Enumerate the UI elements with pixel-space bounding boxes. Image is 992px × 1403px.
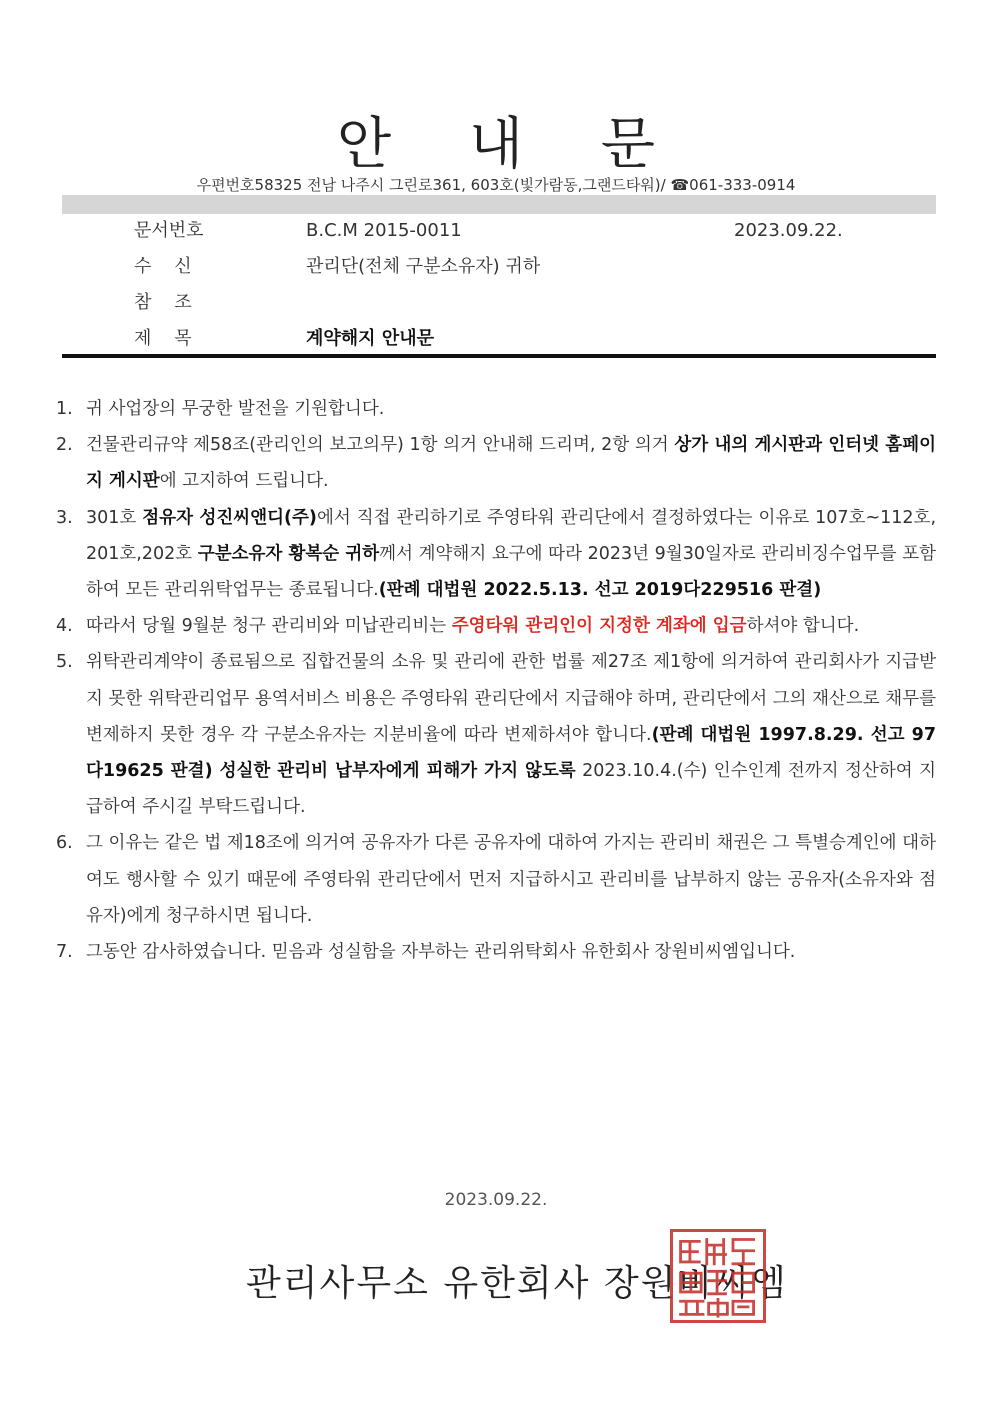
item-emphasis: (판례 대법원 1997.8.29. 선고 97다19625 판결) 성실한 관리비 납부자에게 피해가 가지 않도록 bbox=[86, 724, 936, 782]
ref-label: 참 조 bbox=[134, 292, 192, 313]
list-item bbox=[56, 934, 936, 970]
item-highlight-red: 주영타워 관리인이 지정한 계좌에 입금 bbox=[451, 616, 747, 637]
item-text: 께서 계약해지 요구에 따라 2023년 9월30일자로 관리비징수업무를 포함하여 모든 관리위탁업무는 종료됩니다. bbox=[86, 543, 937, 601]
to-value: 관리단(전체 구분소유자) 귀하 bbox=[306, 256, 541, 277]
footer-date: 2023.09.22. bbox=[444, 1190, 548, 1210]
issuer-signature: 관리사무소 유한회사 장원비씨엠 bbox=[246, 1263, 788, 1304]
item-emphasis: 상가 내의 게시판과 인터넷 홈페이지 게시판 bbox=[86, 435, 936, 492]
item-text: 따라서 당월 9월분 청구 관리비와 미납관리비는 bbox=[86, 616, 452, 637]
doc-no-label: 문서번호 bbox=[134, 220, 204, 241]
item-text: 그 이유는 같은 법 제18조에 의거여 공유자가 다른 공유자에 대하여 가지는 관리비 채권은 그 특별승계인에 대하여도 행사할 수 있기 때문에 주영타워 관리단에서 먼저 지급하시고 관리비를 납부하지 않는 공유자(소유자와 점유자)에게 청구하시면 됩니다. bbox=[86, 833, 936, 926]
doc-no-value: B.C.M 2015-0011 bbox=[306, 220, 462, 241]
sender-address: 우편번호58325 전남 나주시 그린로361, 603호(빛가람동,그랜드타워)/ ☎061-333-0914 bbox=[196, 176, 796, 194]
subject-label: 제 목 bbox=[134, 328, 192, 349]
list-item bbox=[56, 825, 936, 934]
company-seal-icon bbox=[670, 1229, 766, 1323]
item-number: 5. bbox=[56, 652, 73, 673]
item-number: 3. bbox=[56, 507, 73, 528]
item-text: 건물관리규약 제58조(관리인의 보고의무) 1항 의거 안내해 드리며, 2항 의거 bbox=[86, 435, 675, 456]
item-text: 하셔야 합니다. bbox=[746, 616, 860, 637]
document-title: 안 내 문 bbox=[337, 112, 685, 177]
item-number: 6. bbox=[56, 833, 73, 854]
item-text: 에서 직접 관리하기로 주영타워 관리단에서 결정하였다는 이유로 107호~112호, 201호,202호 bbox=[86, 507, 937, 564]
list-item bbox=[56, 608, 936, 644]
subject-value: 계약해지 안내문 bbox=[306, 328, 434, 349]
doc-date: 2023.09.22. bbox=[734, 220, 843, 241]
item-text: 위탁관리계약이 종료됨으로 집합건물의 소유 및 관리에 관한 법률 제27조 제1항에 의거하여 관리회사가 지급받지 못한 위탁관리업무 용역서비스 비용은 주영타워 관리단에서 지급해야 하며, 관리단에서 그의 재산으로 채무를 변제하지 못한 경우 각 구분소유자는 지분비율에 따라 변제하셔야 합니다. bbox=[86, 652, 936, 745]
item-emphasis: 점유자 성진씨앤디(주) bbox=[142, 507, 317, 528]
list-item bbox=[56, 427, 936, 499]
item-number: 2. bbox=[56, 435, 73, 456]
header-gray-bar bbox=[62, 195, 936, 214]
list-item bbox=[56, 644, 936, 825]
item-text: 귀 사업장의 무궁한 발전을 기원합니다. bbox=[86, 399, 385, 419]
item-text: 2023.10.4.(수) 인수인계 전까지 정산하여 지급하여 주시길 부탁드립니다. bbox=[86, 761, 937, 818]
item-text: 에 고지하여 드립니다. bbox=[159, 471, 329, 492]
item-emphasis: 구분소유자 황복순 귀하 bbox=[197, 543, 380, 564]
list-item bbox=[56, 391, 936, 427]
header-divider bbox=[62, 354, 936, 358]
item-text: 그동안 감사하였습니다. 믿음과 성실함을 자부하는 관리위탁회사 유한회사 장원비씨엠입니다. bbox=[86, 942, 796, 963]
item-emphasis: (판례 대법원 2022.5.13. 선고 2019다229516 판결) bbox=[378, 580, 822, 601]
item-number: 4. bbox=[56, 616, 73, 637]
notice-body bbox=[56, 391, 936, 970]
item-number: 1. bbox=[56, 399, 73, 419]
item-number: 7. bbox=[56, 942, 73, 963]
to-label: 수 신 bbox=[134, 256, 192, 277]
list-item bbox=[56, 500, 936, 609]
item-text: 301호 bbox=[86, 507, 143, 528]
seal-stamp-graphic bbox=[673, 1232, 763, 1320]
